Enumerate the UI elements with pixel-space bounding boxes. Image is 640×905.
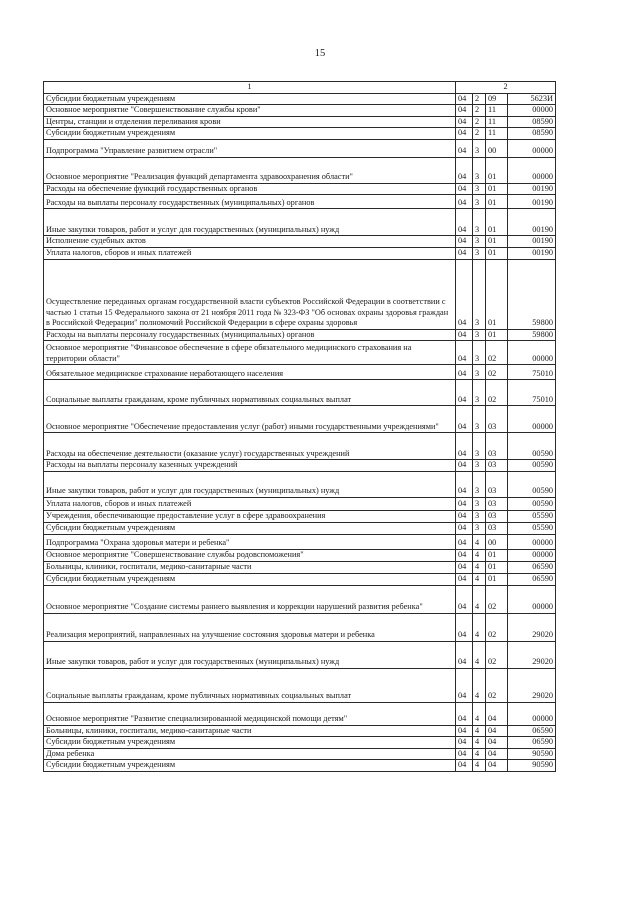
subsection-code-cell: 3 — [473, 157, 486, 183]
section-code-cell: 04 — [456, 380, 473, 406]
row-name-cell: Расходы на выплаты персоналу государственных (муниципальных) органов — [44, 195, 456, 209]
row-name-cell: Основное мероприятие "Обеспечение предоставления услуг (работ) иными государственными учреждениями" — [44, 406, 456, 433]
row-name-cell: Основное мероприятие "Создание системы раннего выявления и коррекции нарушений развития ребенка" — [44, 585, 456, 613]
program-code-cell: 04 — [486, 748, 508, 760]
subsection-code-cell: 4 — [473, 613, 486, 641]
program-code-cell: 02 — [486, 365, 508, 380]
direction-code-cell: 29020 — [508, 668, 556, 702]
subsection-code-cell: 3 — [473, 471, 486, 497]
page-number: 15 — [314, 48, 326, 59]
subsection-code-cell: 4 — [473, 585, 486, 613]
program-code-cell: 03 — [486, 471, 508, 497]
table-row — [44, 433, 556, 460]
row-name-cell: Основное мероприятие "Развитие специализированной медицинской помощи детям" — [44, 702, 456, 725]
program-code-cell: 04 — [486, 725, 508, 737]
table-row — [44, 725, 556, 737]
subsection-code-cell: 4 — [473, 702, 486, 725]
table-row — [44, 195, 556, 209]
row-name-cell: Уплата налогов, сборов и иных платежей — [44, 247, 456, 259]
subsection-code-cell: 4 — [473, 641, 486, 668]
table-row — [44, 247, 556, 259]
direction-code-cell: 29020 — [508, 613, 556, 641]
direction-code-cell: 00000 — [508, 157, 556, 183]
table-row — [44, 668, 556, 702]
direction-code-cell: 00000 — [508, 406, 556, 433]
program-code-cell: 11 — [486, 116, 508, 128]
program-code-cell: 01 — [486, 195, 508, 209]
section-code-cell: 04 — [456, 641, 473, 668]
subsection-code-cell: 2 — [473, 128, 486, 140]
table-row — [44, 183, 556, 195]
row-name-cell: Больницы, клиники, госпитали, медико-санитарные части — [44, 561, 456, 573]
direction-code-cell: 29020 — [508, 641, 556, 668]
subsection-code-cell: 4 — [473, 748, 486, 760]
direction-code-cell: 00590 — [508, 471, 556, 497]
section-code-cell: 04 — [456, 116, 473, 128]
row-name-cell: Исполнение судебных актов — [44, 236, 456, 248]
subsection-code-cell: 4 — [473, 668, 486, 702]
table-row — [44, 341, 556, 365]
program-code-cell: 09 — [486, 93, 508, 105]
program-code-cell: 04 — [486, 737, 508, 749]
table-row — [44, 748, 556, 760]
subsection-code-cell: 3 — [473, 209, 486, 236]
subsection-code-cell: 4 — [473, 737, 486, 749]
row-name-cell: Субсидии бюджетным учреждениям — [44, 573, 456, 585]
row-name-cell: Субсидии бюджетным учреждениям — [44, 737, 456, 749]
program-code-cell: 04 — [486, 702, 508, 725]
direction-code-cell: 06590 — [508, 561, 556, 573]
budget-table — [43, 81, 556, 772]
direction-code-cell: 90590 — [508, 760, 556, 772]
table-row — [44, 737, 556, 749]
section-code-cell: 04 — [456, 139, 473, 157]
column-header-1: 1 — [44, 82, 456, 94]
section-code-cell: 04 — [456, 105, 473, 117]
row-name-cell: Субсидии бюджетным учреждениям — [44, 93, 456, 105]
row-name-cell: Обязательное медицинское страхование неработающего населения — [44, 365, 456, 380]
subsection-code-cell: 3 — [473, 329, 486, 341]
program-code-cell: 00 — [486, 139, 508, 157]
section-code-cell: 04 — [456, 725, 473, 737]
program-code-cell: 01 — [486, 157, 508, 183]
row-name-cell: Основное мероприятие "Реализация функций департамента здравоохранения области" — [44, 157, 456, 183]
table-row — [44, 329, 556, 341]
row-name-cell: Социальные выплаты гражданам, кроме публичных нормативных социальных выплат — [44, 380, 456, 406]
direction-code-cell: 00000 — [508, 139, 556, 157]
subsection-code-cell: 3 — [473, 460, 486, 472]
direction-code-cell: 00190 — [508, 236, 556, 248]
row-name-cell: Дома ребенка — [44, 748, 456, 760]
table-row — [44, 561, 556, 573]
table-row — [44, 471, 556, 497]
subsection-code-cell: 3 — [473, 247, 486, 259]
section-code-cell: 04 — [456, 183, 473, 195]
row-name-cell: Основное мероприятие "Финансовое обеспечение в сфере обязательного медицинского страхования на территории области" — [44, 341, 456, 365]
row-name-cell: Подпрограмма "Управление развитием отрасли" — [44, 139, 456, 157]
direction-code-cell: 59800 — [508, 329, 556, 341]
direction-code-cell: 00190 — [508, 183, 556, 195]
table-row — [44, 573, 556, 585]
section-code-cell: 04 — [456, 341, 473, 365]
direction-code-cell: 08590 — [508, 116, 556, 128]
row-name-cell: Расходы на выплаты персоналу казенных учреждений — [44, 460, 456, 472]
direction-code-cell: 00590 — [508, 460, 556, 472]
table-row — [44, 534, 556, 549]
row-name-cell: Субсидии бюджетным учреждениям — [44, 760, 456, 772]
section-code-cell: 04 — [456, 510, 473, 522]
subsection-code-cell: 3 — [473, 510, 486, 522]
program-code-cell: 01 — [486, 259, 508, 329]
section-code-cell: 04 — [456, 534, 473, 549]
row-name-cell: Подпрограмма "Охрана здоровья матери и ребенка" — [44, 534, 456, 549]
table-row — [44, 259, 556, 329]
table-row — [44, 613, 556, 641]
direction-code-cell: 00590 — [508, 433, 556, 460]
section-code-cell: 04 — [456, 93, 473, 105]
section-code-cell: 04 — [456, 236, 473, 248]
table-row — [44, 522, 556, 534]
subsection-code-cell: 4 — [473, 573, 486, 585]
direction-code-cell: 00190 — [508, 195, 556, 209]
table-row — [44, 236, 556, 248]
program-code-cell: 02 — [486, 668, 508, 702]
table-row — [44, 105, 556, 117]
table-row — [44, 139, 556, 157]
subsection-code-cell: 3 — [473, 433, 486, 460]
section-code-cell: 04 — [456, 433, 473, 460]
subsection-code-cell: 3 — [473, 380, 486, 406]
subsection-code-cell: 2 — [473, 105, 486, 117]
program-code-cell: 03 — [486, 460, 508, 472]
section-code-cell: 04 — [456, 471, 473, 497]
section-code-cell: 04 — [456, 737, 473, 749]
section-code-cell: 04 — [456, 128, 473, 140]
program-code-cell: 03 — [486, 522, 508, 534]
section-code-cell: 04 — [456, 561, 473, 573]
direction-code-cell: 90590 — [508, 748, 556, 760]
section-code-cell: 04 — [456, 406, 473, 433]
table-row — [44, 585, 556, 613]
row-name-cell: Осуществление переданных органам государственной власти субъектов Российской Федерации в соответствии с частью 1 статьи 15 Федерального закона от 21 ноября 2011 года № 323-ФЗ "Об основах охраны здоровья граждан в Российской Федерации" полномочий Российской Федерации в сфере охраны здоровья — [44, 259, 456, 329]
direction-code-cell: 06590 — [508, 573, 556, 585]
program-code-cell: 03 — [486, 406, 508, 433]
section-code-cell: 04 — [456, 522, 473, 534]
row-name-cell: Социальные выплаты гражданам, кроме публичных нормативных социальных выплат — [44, 668, 456, 702]
table-row — [44, 497, 556, 510]
direction-code-cell: 00000 — [508, 105, 556, 117]
program-code-cell: 02 — [486, 585, 508, 613]
direction-code-cell: 59800 — [508, 259, 556, 329]
section-code-cell: 04 — [456, 549, 473, 561]
subsection-code-cell: 2 — [473, 93, 486, 105]
section-code-cell: 04 — [456, 702, 473, 725]
direction-code-cell: 00000 — [508, 702, 556, 725]
program-code-cell: 03 — [486, 497, 508, 510]
table-row — [44, 406, 556, 433]
table-row — [44, 760, 556, 772]
direction-code-cell: 75010 — [508, 380, 556, 406]
program-code-cell: 02 — [486, 613, 508, 641]
section-code-cell: 04 — [456, 195, 473, 209]
program-code-cell: 01 — [486, 209, 508, 236]
row-name-cell: Основное мероприятие "Совершенствование службы крови" — [44, 105, 456, 117]
subsection-code-cell: 3 — [473, 365, 486, 380]
section-code-cell: 04 — [456, 157, 473, 183]
row-name-cell: Реализация мероприятий, направленных на улучшение состояния здоровья матери и ребенка — [44, 613, 456, 641]
direction-code-cell: 00190 — [508, 209, 556, 236]
program-code-cell: 02 — [486, 341, 508, 365]
section-code-cell: 04 — [456, 259, 473, 329]
program-code-cell: 02 — [486, 380, 508, 406]
direction-code-cell: 05590 — [508, 522, 556, 534]
subsection-code-cell: 2 — [473, 116, 486, 128]
subsection-code-cell: 3 — [473, 341, 486, 365]
row-name-cell: Уплата налогов, сборов и иных платежей — [44, 497, 456, 510]
direction-code-cell: 06590 — [508, 725, 556, 737]
table-row — [44, 93, 556, 105]
row-name-cell: Субсидии бюджетным учреждениям — [44, 522, 456, 534]
subsection-code-cell: 3 — [473, 195, 486, 209]
program-code-cell: 01 — [486, 549, 508, 561]
program-code-cell: 01 — [486, 561, 508, 573]
row-name-cell: Больницы, клиники, госпитали, медико-санитарные части — [44, 725, 456, 737]
program-code-cell: 01 — [486, 573, 508, 585]
table-row — [44, 510, 556, 522]
program-code-cell: 02 — [486, 641, 508, 668]
table-header-row — [44, 82, 556, 94]
direction-code-cell: 75010 — [508, 365, 556, 380]
table-row — [44, 460, 556, 472]
row-name-cell: Расходы на выплаты персоналу государственных (муниципальных) органов — [44, 329, 456, 341]
row-name-cell: Учреждения, обеспечивающие предоставление услуг в сфере здравоохранения — [44, 510, 456, 522]
table-row — [44, 157, 556, 183]
subsection-code-cell: 4 — [473, 760, 486, 772]
subsection-code-cell: 3 — [473, 522, 486, 534]
row-name-cell: Расходы на обеспечение деятельности (оказание услуг) государственных учреждений — [44, 433, 456, 460]
table-row — [44, 209, 556, 236]
subsection-code-cell: 4 — [473, 549, 486, 561]
direction-code-cell: 5623И — [508, 93, 556, 105]
section-code-cell: 04 — [456, 585, 473, 613]
section-code-cell: 04 — [456, 748, 473, 760]
table-row — [44, 380, 556, 406]
row-name-cell: Расходы на обеспечение функций государственных органов — [44, 183, 456, 195]
program-code-cell: 00 — [486, 534, 508, 549]
section-code-cell: 04 — [456, 760, 473, 772]
row-name-cell: Основное мероприятие "Совершенствование службы родовспоможения" — [44, 549, 456, 561]
table-row — [44, 128, 556, 140]
section-code-cell: 04 — [456, 247, 473, 259]
direction-code-cell: 00000 — [508, 585, 556, 613]
table-row — [44, 641, 556, 668]
row-name-cell: Иные закупки товаров, работ и услуг для государственных (муниципальных) нужд — [44, 641, 456, 668]
table-body — [44, 93, 556, 771]
section-code-cell: 04 — [456, 209, 473, 236]
row-name-cell: Иные закупки товаров, работ и услуг для государственных (муниципальных) нужд — [44, 471, 456, 497]
subsection-code-cell: 3 — [473, 183, 486, 195]
section-code-cell: 04 — [456, 668, 473, 702]
section-code-cell: 04 — [456, 329, 473, 341]
table-row — [44, 365, 556, 380]
direction-code-cell: 00000 — [508, 549, 556, 561]
section-code-cell: 04 — [456, 573, 473, 585]
table-row — [44, 116, 556, 128]
table-row — [44, 549, 556, 561]
program-code-cell: 03 — [486, 510, 508, 522]
subsection-code-cell: 3 — [473, 406, 486, 433]
program-code-cell: 01 — [486, 329, 508, 341]
row-name-cell: Центры, станции и отделения переливания крови — [44, 116, 456, 128]
program-code-cell: 01 — [486, 183, 508, 195]
direction-code-cell: 00000 — [508, 341, 556, 365]
program-code-cell: 03 — [486, 433, 508, 460]
direction-code-cell: 05590 — [508, 510, 556, 522]
program-code-cell: 04 — [486, 760, 508, 772]
direction-code-cell: 08590 — [508, 128, 556, 140]
section-code-cell: 04 — [456, 613, 473, 641]
program-code-cell: 01 — [486, 247, 508, 259]
subsection-code-cell: 3 — [473, 236, 486, 248]
direction-code-cell: 00190 — [508, 247, 556, 259]
section-code-cell: 04 — [456, 460, 473, 472]
row-name-cell: Иные закупки товаров, работ и услуг для государственных (муниципальных) нужд — [44, 209, 456, 236]
section-code-cell: 04 — [456, 497, 473, 510]
program-code-cell: 11 — [486, 128, 508, 140]
table-row — [44, 702, 556, 725]
program-code-cell: 01 — [486, 236, 508, 248]
direction-code-cell: 00000 — [508, 534, 556, 549]
subsection-code-cell: 3 — [473, 139, 486, 157]
section-code-cell: 04 — [456, 365, 473, 380]
subsection-code-cell: 4 — [473, 561, 486, 573]
column-header-2: 2 — [456, 82, 556, 94]
subsection-code-cell: 4 — [473, 725, 486, 737]
direction-code-cell: 00590 — [508, 497, 556, 510]
subsection-code-cell: 4 — [473, 534, 486, 549]
program-code-cell: 11 — [486, 105, 508, 117]
direction-code-cell: 06590 — [508, 737, 556, 749]
row-name-cell: Субсидии бюджетным учреждениям — [44, 128, 456, 140]
subsection-code-cell: 3 — [473, 259, 486, 329]
subsection-code-cell: 3 — [473, 497, 486, 510]
